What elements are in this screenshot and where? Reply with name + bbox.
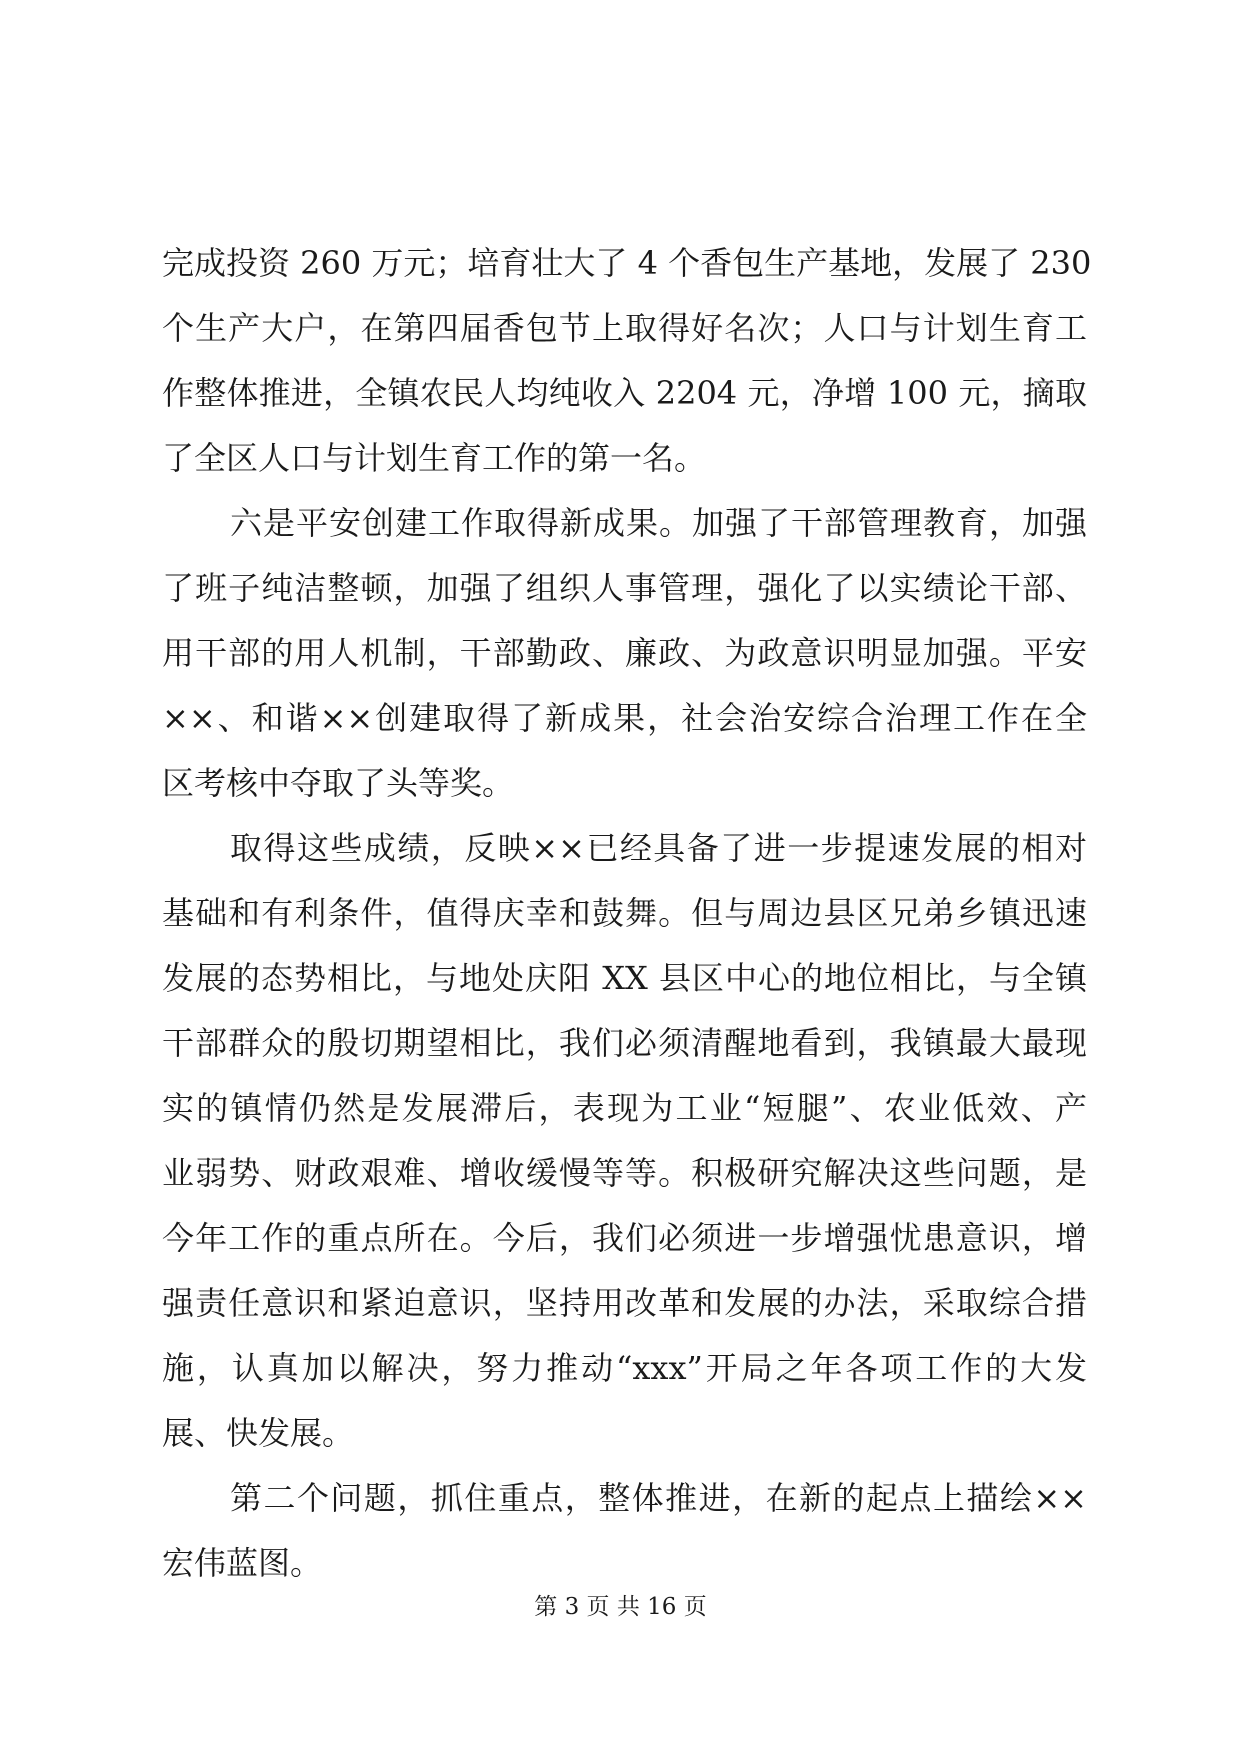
text-line: 干部群众的殷切期望相比，我们必须清醒地看到，我镇最大最现 xyxy=(162,1024,1087,1062)
text-line: 展、快发展。 xyxy=(162,1414,355,1452)
text-line: 了班子纯洁整顿，加强了组织人事管理，强化了以实绩论干部、 xyxy=(162,569,1087,607)
text-line: 区考核中夺取了头等奖。 xyxy=(162,764,515,802)
text-line: 个生产大户，在第四届香包节上取得好名次；人口与计划生育工 xyxy=(162,309,1087,347)
text-line: 实的镇情仍然是发展滞后，表现为工业“短腿”、农业低效、产 xyxy=(162,1089,1087,1127)
text-line: 用干部的用人机制，干部勤政、廉政、为政意识明显加强。平安 xyxy=(162,634,1087,672)
text-line: 今年工作的重点所在。今后，我们必须进一步增强忧患意识，增 xyxy=(162,1219,1087,1257)
text-line: 宏伟蓝图。 xyxy=(162,1544,323,1582)
text-line: 施，认真加以解决，努力推动“xxx”开局之年各项工作的大发 xyxy=(162,1349,1087,1387)
text-line: 了全区人口与计划生育工作的第一名。 xyxy=(162,439,707,477)
text-line: ××、和谐××创建取得了新成果，社会治安综合治理工作在全 xyxy=(162,699,1087,737)
text-line: 基础和有利条件，值得庆幸和鼓舞。但与周边县区兄弟乡镇迅速 xyxy=(162,894,1087,932)
text-line: 发展的态势相比，与地处庆阳 XX 县区中心的地位相比，与全镇 xyxy=(162,959,1087,997)
document-body xyxy=(162,231,1092,1596)
page-footer: 第 3 页 共 16 页 xyxy=(534,1594,707,1620)
paragraph-first-line: 第二个问题，抓住重点，整体推进，在新的起点上描绘×× xyxy=(230,1479,1087,1517)
text-line: 强责任意识和紧迫意识，坚持用改革和发展的办法，采取综合措 xyxy=(162,1284,1087,1322)
paragraph-first-line: 取得这些成绩，反映××已经具备了进一步提速发展的相对 xyxy=(230,829,1087,867)
paragraph-first-line: 六是平安创建工作取得新成果。加强了干部管理教育，加强 xyxy=(230,504,1087,542)
text-line: 作整体推进，全镇农民人均纯收入 2204 元，净增 100 元，摘取 xyxy=(162,374,1087,412)
text-line: 业弱势、财政艰难、增收缓慢等等。积极研究解决这些问题，是 xyxy=(162,1154,1087,1192)
text-line: 完成投资 260 万元；培育壮大了 4 个香包生产基地，发展了 230 xyxy=(162,244,1092,282)
